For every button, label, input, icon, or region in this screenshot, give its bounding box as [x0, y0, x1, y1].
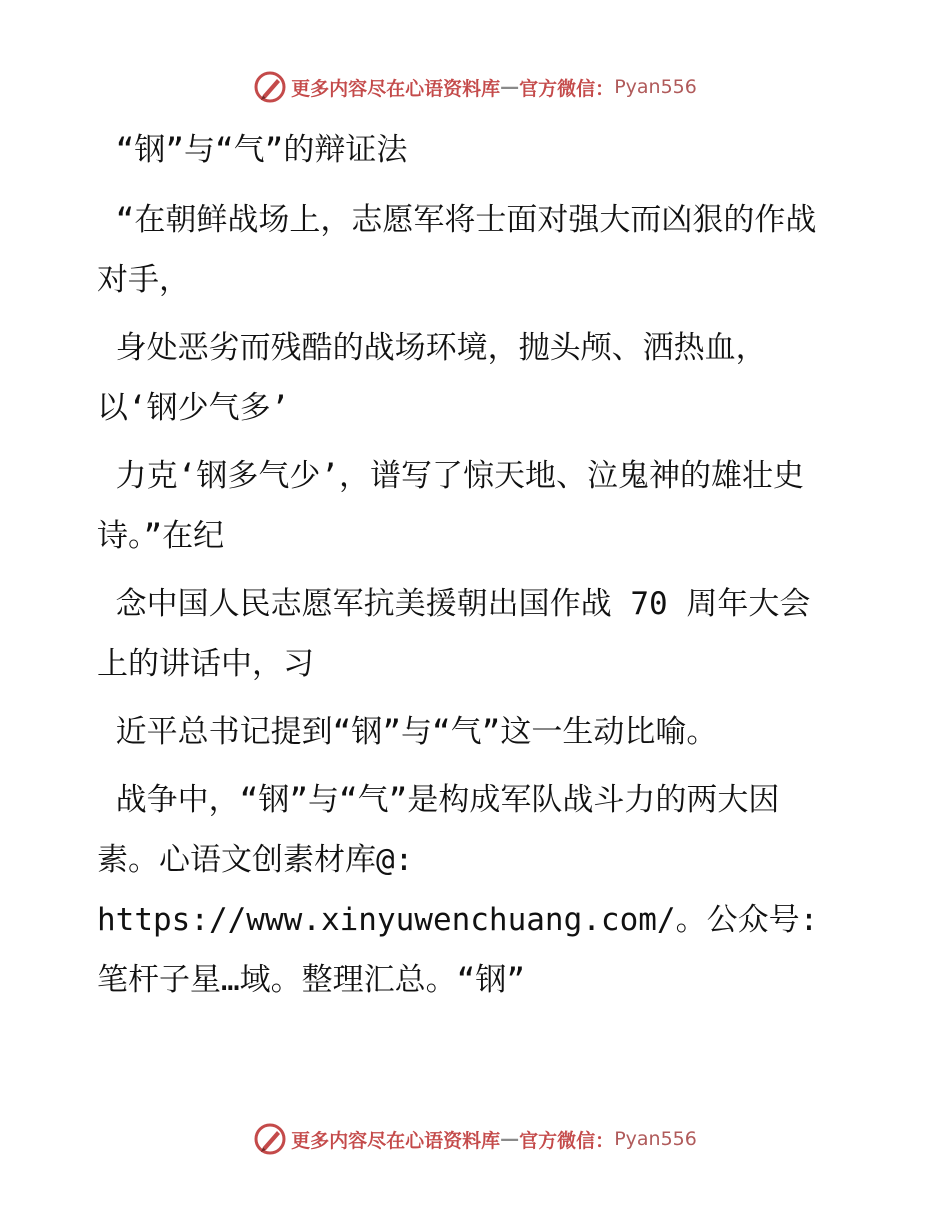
header-banner	[0, 70, 950, 104]
banner-dash: —	[500, 76, 520, 98]
banner-text: 更多内容尽在心语资料库	[291, 1129, 501, 1152]
paragraph-5: 近平总书记提到“钢”与“气”这一生动比喻。	[97, 714, 718, 750]
footer-banner	[0, 1122, 950, 1156]
paragraph-4: 念中国人民志愿军抗美援朝出国作战 70 周年大会上的讲话中，习	[97, 586, 811, 682]
banner-wechat-id: Pyan556	[614, 1128, 697, 1150]
banner-official: 官方微信：	[519, 1129, 615, 1152]
pen-logo-icon	[253, 70, 287, 104]
banner-text: 更多内容尽在心语资料库	[291, 77, 501, 100]
article-body	[97, 120, 837, 1010]
banner-wechat-id: Pyan556	[614, 76, 697, 98]
paragraph-2: 身处恶劣而残酷的战场环境，抛头颅、洒热血，以‘钢少气多’	[97, 330, 767, 426]
pen-logo-icon	[253, 1122, 287, 1156]
paragraph-1: “在朝鲜战场上，志愿军将士面对强大而凶狠的作战对手，	[97, 202, 817, 298]
paragraph-6: 战争中，“钢”与“气”是构成军队战斗力的两大因素。心语文创素材库@: https://www.xinyuwenchuang.com/。公众号: 笔杆子星…域。整理汇总。“钢”	[97, 782, 837, 998]
banner-official: 官方微信：	[519, 77, 615, 100]
banner-dash: —	[500, 1128, 520, 1150]
paragraph-3: 力克‘钢多气少’，谱写了惊天地、泣鬼神的雄壮史诗。”在纪	[97, 458, 804, 554]
article-title: “钢”与“气”的辩证法	[97, 132, 408, 168]
